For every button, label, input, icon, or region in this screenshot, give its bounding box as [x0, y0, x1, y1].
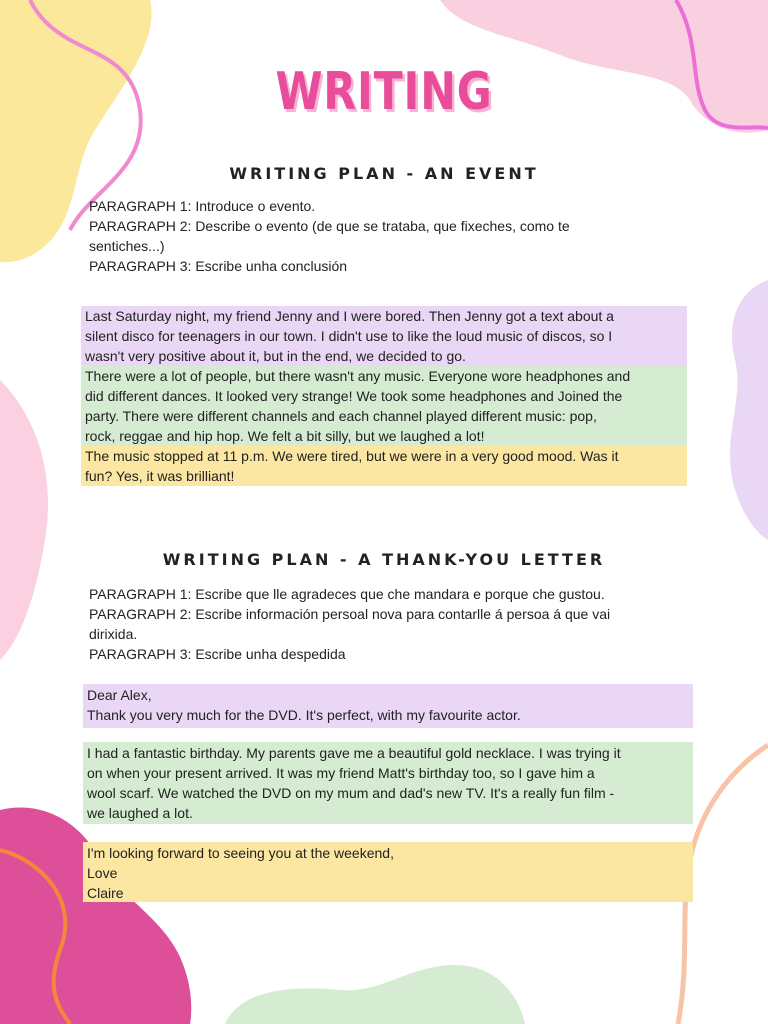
- plan-line: PARAGRAPH 3: Escribe unha conclusión: [89, 258, 348, 274]
- text-line: I had a fantastic birthday. My parents gave me a beautiful gold necklace. I was trying it: [87, 745, 621, 761]
- plan-line: PARAGRAPH 2: Describe o evento (de que se trataba, que fixeches, como te: [89, 218, 570, 234]
- text-line: did different dances. It looked very strange! We took some headphones and Joined the: [85, 388, 623, 404]
- text-line: we laughed a lot.: [87, 805, 193, 821]
- text-line: The music stopped at 11 p.m. We were tired, but we were in a very good mood. Was it: [85, 448, 619, 464]
- plan-line: PARAGRAPH 1: Introduce o evento.: [89, 198, 316, 214]
- text-line: There were a lot of people, but there wasn't any music. Everyone wore headphones and: [85, 368, 631, 384]
- text-line: Dear Alex,: [87, 687, 152, 703]
- letter-block-closing: [83, 842, 693, 902]
- text-block-yellow: [81, 446, 687, 486]
- text-line: wool scarf. We watched the DVD on my mum and dad's new TV. It's a really fun film -: [87, 785, 615, 801]
- text-line: Claire: [87, 885, 124, 901]
- text-line: Love: [87, 865, 118, 881]
- text-line: Thank you very much for the DVD. It's perfect, with my favourite actor.: [87, 707, 521, 723]
- plan-paragraph-list-letter: [89, 584, 669, 664]
- plan-line: sentiches...): [89, 238, 165, 254]
- page-title: WRITING: [275, 62, 493, 122]
- plan-line: dirixida.: [89, 626, 138, 642]
- text-line: silent disco for teenagers in our town. I didn't use to like the loud music of discos, so I: [85, 328, 613, 344]
- text-line: wasn't very positive about it, but in the end, we decided to go.: [85, 348, 466, 364]
- text-line: fun? Yes, it was brilliant!: [85, 468, 235, 484]
- plan-line: PARAGRAPH 2: Escribe información persoal nova para contarlle á persoa á que vai: [89, 606, 611, 622]
- text-block-purple: [81, 306, 687, 366]
- plan-line: PARAGRAPH 1: Escribe que lle agradeces que che mandara e porque che gustou.: [89, 586, 605, 602]
- plan-heading-thank-you-letter: WRITING PLAN - A THANK-YOU LETTER: [162, 550, 606, 569]
- letter-block-greeting: [83, 684, 693, 728]
- text-line: party. There were different channels and each channel played different music: pop,: [85, 408, 597, 424]
- plan-line: PARAGRAPH 3: Escribe unha despedida: [89, 646, 346, 662]
- text-line: Last Saturday night, my friend Jenny and I were bored. Then Jenny got a text about a: [85, 308, 614, 324]
- plan-paragraph-list-event: [89, 196, 669, 276]
- text-line: on when your present arrived. It was my friend Matt's birthday too, so I gave him a: [87, 765, 595, 781]
- letter-block-body: [83, 742, 693, 824]
- text-line: rock, reggae and hip hop. We felt a bit silly, but we laughed a lot!: [85, 428, 485, 444]
- text-block-green: [81, 366, 687, 446]
- plan-heading-event: WRITING PLAN - AN EVENT: [229, 164, 539, 183]
- text-line: I'm looking forward to seeing you at the weekend,: [87, 845, 394, 861]
